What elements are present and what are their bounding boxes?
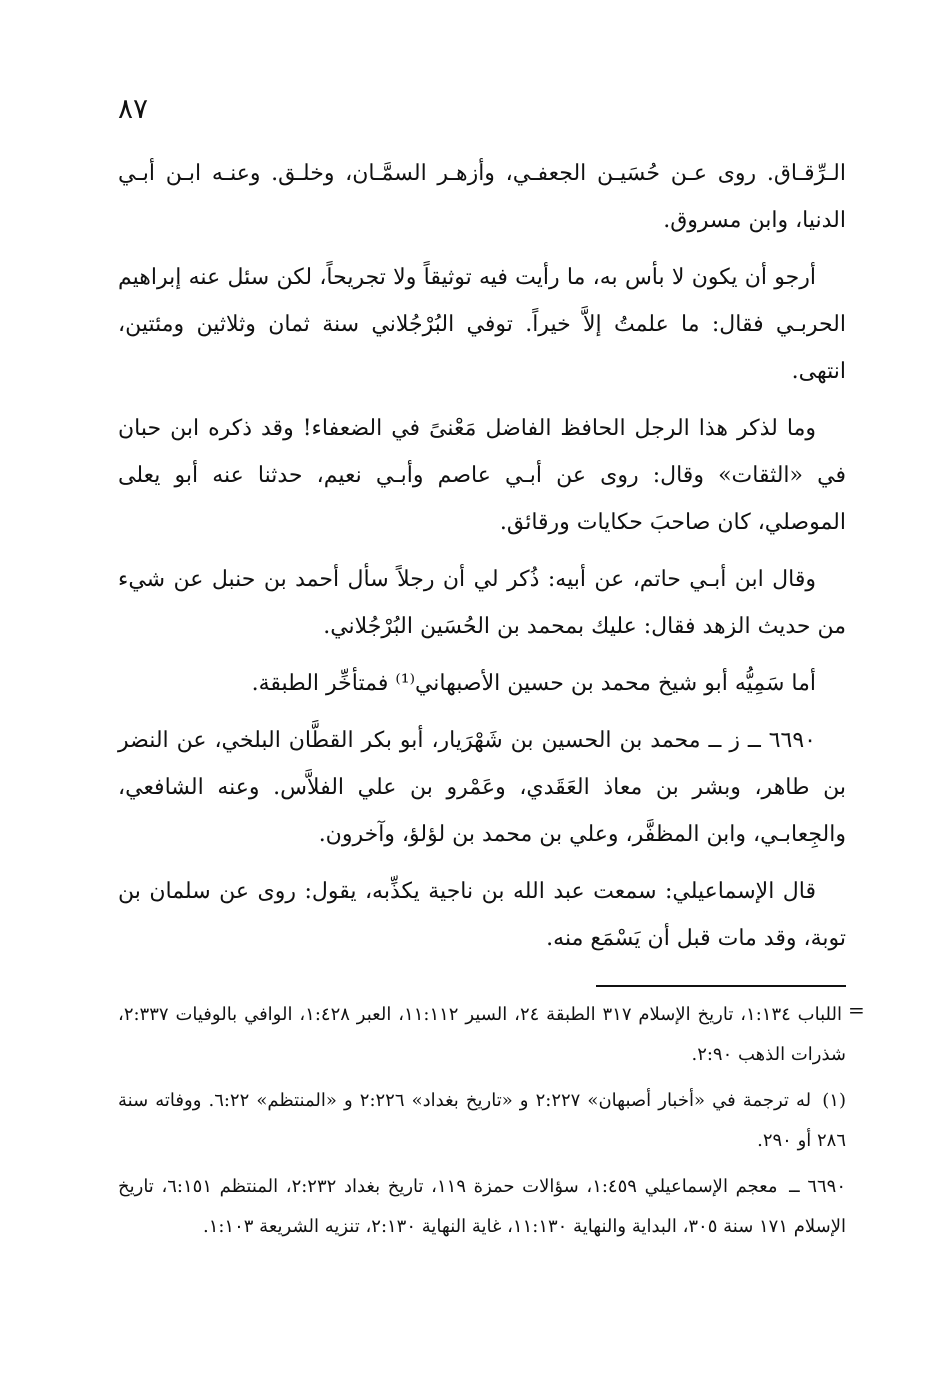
paragraph: أما سَمِيُّه أبو شيخ محمد بن حسين الأصبهاني⁽¹⁾ فمتأخِّر الطبقة. xyxy=(251,671,816,696)
footnote-text: معجم الإسماعيلي ١:٤٥٩، سؤالات حمزة ١١٩، تاريخ بغداد ٢:٢٣٢، المنتظم ٦:١٥١، تاريخ الإسلام ١٧١ سنة ٣٠٥، البداية والنهاية ١١:١٣٠، غاية النهاية ٢:١٣٠، تنزيه الشريعة ١:١٠٣. xyxy=(118,1176,846,1237)
paragraph: أرجو أن يكون لا بأس به، ما رأيت فيه توثيقاً ولا تجريحاً، لكن سئل عنه إبراهيم الحربـي فقال: ما علمتُ إلاَّ خيراً. توفي البُرْجُلاني سنة ثمان وثلاثين ومئتين، انتهى. xyxy=(118,265,846,384)
paragraph: الـرِّقـاق. روى عـن حُسَيـن الجعفـي، وأزهـر السمَّـان، وخلـق. وعنـه ابـن أبـي الدنيا، وابن مسروق. xyxy=(118,161,846,233)
page-number: ٨٧ xyxy=(118,92,149,125)
footnote-number xyxy=(842,1004,846,1025)
footnote-number: (١) xyxy=(822,1090,846,1111)
main-text xyxy=(118,150,846,972)
footnote-item xyxy=(118,1167,846,1247)
footnote-item xyxy=(118,1081,846,1161)
footnote-continuation-mark: = xyxy=(848,998,865,1022)
footnote-divider xyxy=(596,985,846,987)
footnote-text: له ترجمة في «أخبار أصبهان» ٢:٢٢٧ و «تاريخ بغداد» ٢:٢٢٦ و «المنتظم» ٦:٢٢. ووفاته سنة ٢٨٦ أو ٢٩٠. xyxy=(118,1090,846,1151)
entry-heading-paragraph: ٦٦٩٠ ــ ز ــ محمد بن الحسين بن شَهْرَيار، أبو بكر القطَّان البلخي، عن النضر بن طاهر، وبشر بن معاذ العَقَدي، وعَمْرو بن علي الفلاَّس. وعنه الشافعي، والجِعابـي، وابن المظفَّر، وعلي بن محمد بن لؤلؤ، وآخرون. xyxy=(118,728,846,847)
paragraph: وما لذكر هذا الرجل الحافظ الفاضل مَعْنىً في الضعفاء! وقد ذكره ابن حبان في «الثقات» وقال: روى عن أبـي عاصم وأبـي نعيم، حدثنا عنه أبو يعلى الموصلي، كان صاحبَ حكايات ورقائق. xyxy=(118,416,846,535)
footnote-text: اللباب ١:١٣٤، تاريخ الإسلام ٣١٧ الطبقة ٢٤، السير ١١:١١٢، العبر ١:٤٢٨، الوافي بالوفيات ٢:٣٣٧، شذرات الذهب ٢:٩٠. xyxy=(118,1004,846,1065)
footnote-item xyxy=(118,995,846,1075)
paragraph: قال الإسماعيلي: سمعت عبد الله بن ناجية يكذِّبه، يقول: روى عن سلمان بن توبة، وقد مات قبل أن يَسْمَع منه. xyxy=(118,879,846,951)
footnotes xyxy=(118,995,846,1253)
footnote-number: ٦٦٩٠ ــ xyxy=(789,1176,847,1197)
paragraph: وقال ابن أبـي حاتم، عن أبيه: ذُكر لي أن رجلاً سأل أحمد بن حنبل عن شيء من حديث الزهد فقال: عليك بمحمد بن الحُسَين البُرْجُلاني. xyxy=(118,567,846,639)
